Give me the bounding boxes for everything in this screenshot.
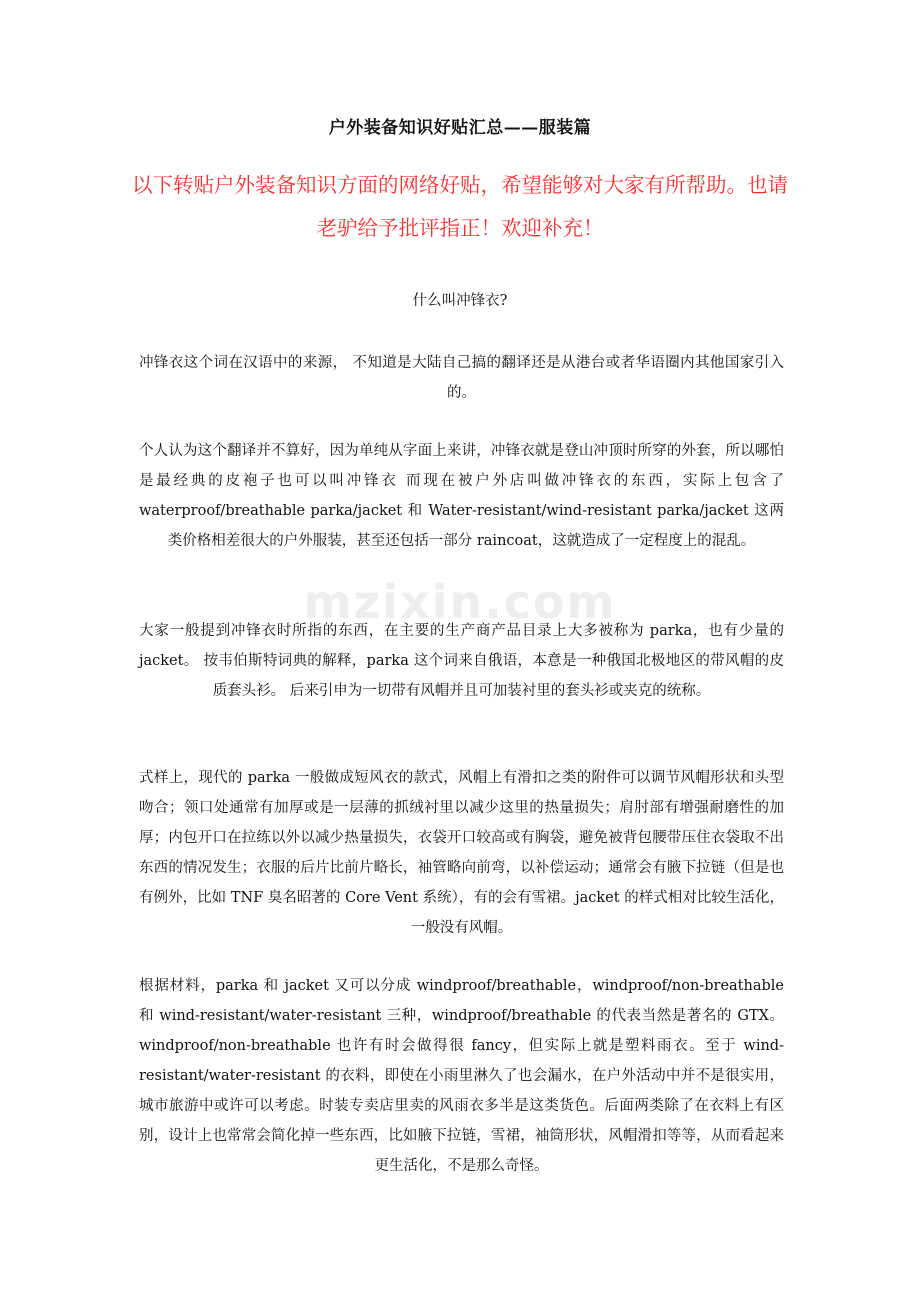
intro-notice: 以下转贴户外装备知识方面的网络好贴，希望能够对大家有所帮助。也请老驴给予批评指正！欢迎补充！ xyxy=(132,173,788,240)
paragraph-origin: 冲锋衣这个词在汉语中的来源， 不知道是大陆自己搞的翻译还是从港台或者华语圈内其他国家引入的。 xyxy=(139,355,784,401)
paragraph-materials: 根据材料，parka 和 jacket 又可以分成 windproof/breathable，windproof/non-breathable 和 wind-resistant/water-resistant 三种，windproof/breathable 的代表当然是著名的 GTX。windproof/non-breathable 也许有时会做得很 fancy，但实际上就是塑料雨衣。至于 wind-resistant/water-resistant 的衣料，即使在小雨里淋久了也会漏水，在户外活动中并不是很实用，城市旅游中或许可以考虑。时装专卖店里卖的风雨衣多半是这类货色。后面两类除了在衣料上有区别，设计上也常常会简化掉一些东西，比如腋下拉链，雪裙，袖筒形状，风帽滑扣等等，从而看起来更生活化，不是那么奇怪。 xyxy=(139,978,784,1174)
paragraph-parka-definition: 大家一般提到冲锋衣时所指的东西，在主要的生产商产品目录上大多被称为 parka，也有少量的 jacket。 按韦伯斯特词典的解释，parka 这个词来自俄语，本意是一种俄国北极地区的带风帽的皮质套头衫。 后来引申为一切带有风帽并且可加装衬里的套头衫或夹克的统称。 xyxy=(139,623,784,699)
document-title: 户外装备知识好贴汇总——服装篇 xyxy=(328,118,592,138)
watermark: mzixin.com xyxy=(303,575,617,629)
paragraph-style: 式样上，现代的 parka 一般做成短风衣的款式，风帽上有滑扣之类的附件可以调节风帽形状和头型吻合；领口处通常有加厚或是一层薄的抓绒衬里以减少这里的热量损失；肩肘部有增强耐磨性的加厚；内包开口在拉练以外以减少热量损失，衣袋开口较高或有胸袋，避免被背包腰带压住衣袋取不出东西的情况发生；衣服的后片比前片略长，袖管略向前弯，以补偿运动；通常会有腋下拉链（但是也有例外，比如 TNF 臭名昭著的 Core Vent 系统），有的会有雪裙。jacket 的样式相对比较生活化，一般没有风帽。 xyxy=(139,770,784,936)
section-heading: 什么叫冲锋衣? xyxy=(412,293,508,309)
paragraph-translation: 个人认为这个翻译并不算好，因为单纯从字面上来讲，冲锋衣就是登山冲顶时所穿的外套，所以哪怕是最经典的皮袍子也可以叫冲锋衣 而现在被户外店叫做冲锋衣的东西，实际上包含了 waterproof/breathable parka/jacket 和 Water-resistant/wind-resistant parka/jacket 这两类价格相差很大的户外服装，甚至还包括一部分 raincoat，这就造成了一定程度上的混乱。 xyxy=(139,443,784,549)
